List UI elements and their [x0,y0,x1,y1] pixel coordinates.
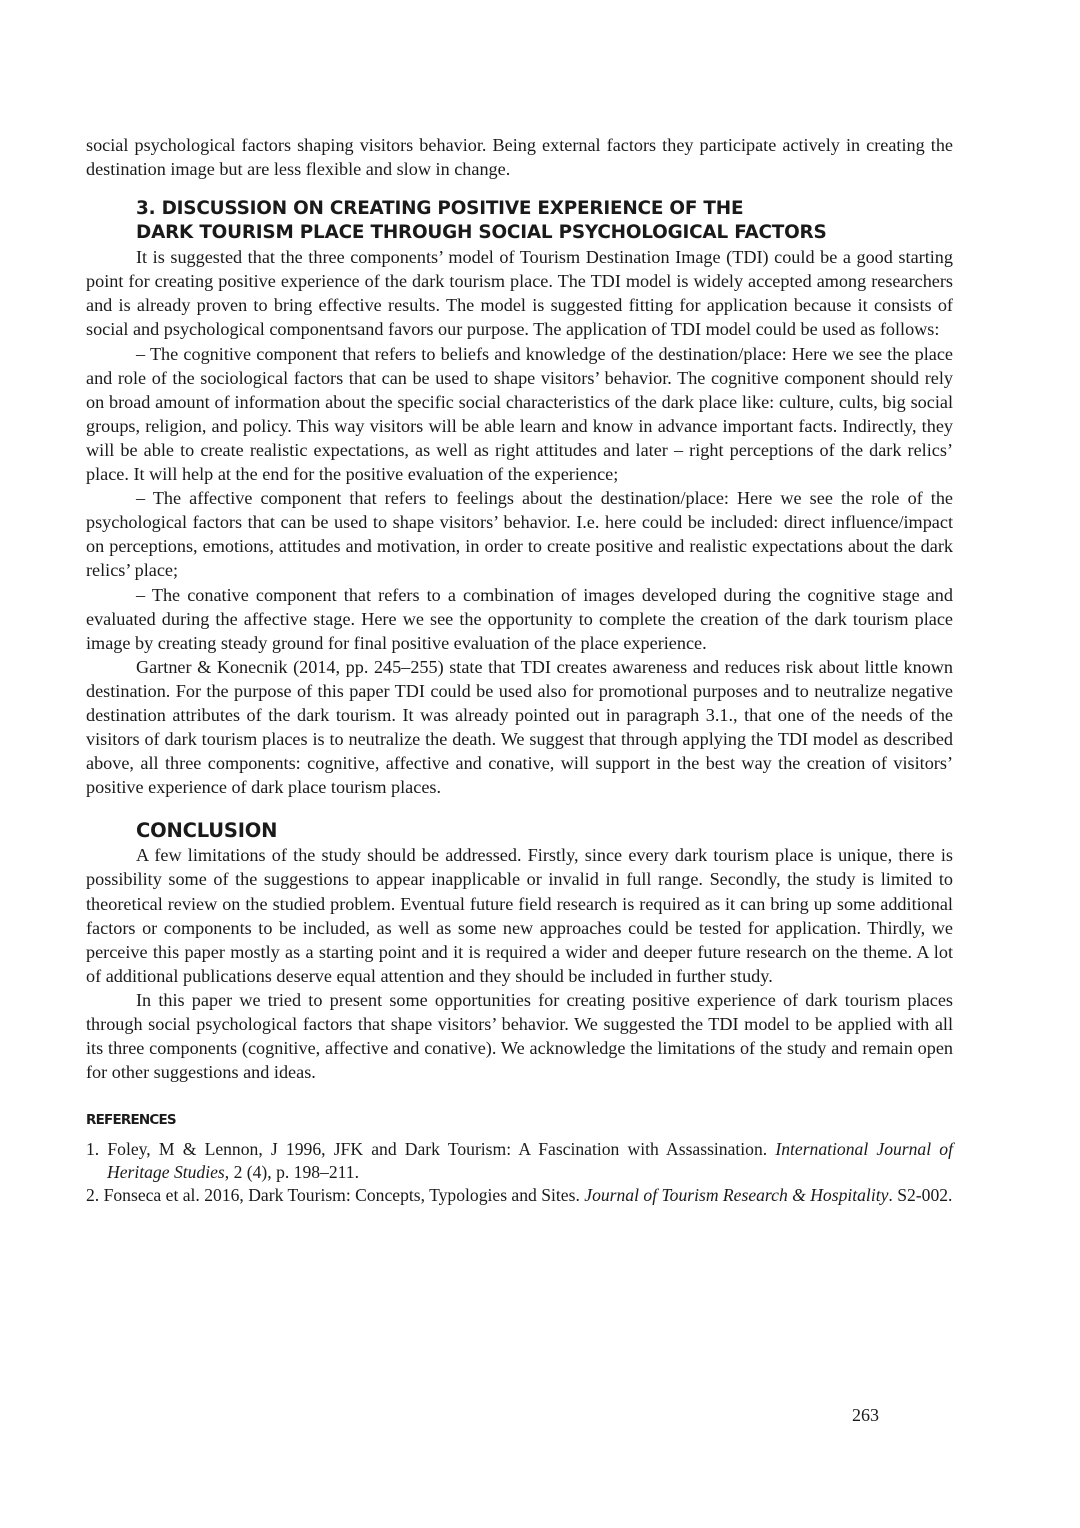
paper-page [86,133,953,1207]
section-3-heading-line-2: DARK TOURISM PLACE THROUGH SOCIAL PSYCHOLOGICAL FACTORS [136,222,827,244]
reference-2-text: 2. Fonseca et al. 2016, Dark Tourism: Concepts, Typologies and Sites. [86,1185,585,1206]
section-3-paragraph-cognitive: – The cognitive component that refers to beliefs and knowledge of the destination/place: Here we see the place and role of the sociological factors that can be used to shape visitors’ behavior. The cognitive component should rely on broad amount of information about the specific social characteristics of the dark place like: culture, cults, big social groups, religion, and policy. This way visitors will be able learn and know in advance important facts. Indirectly, they will be able to create realistic expectations, as well as right attitudes and later – right perceptions of the dark relics’ place. It will help at the end for the positive evaluation of the experience; [86,343,953,485]
section-3-paragraph-tdi-intro: It is suggested that the three components’ model of Tourism Destination Image (TDI) could be a good starting point for creating positive experience of the dark tourism place. The TDI model is widely accepted among researchers and is already proven to bring effective results. The model is suggested fitting for application because it consists of social and psychological componentsand favors our purpose. The application of TDI model could be used as follows: [86,247,953,340]
section-3-paragraph-gartner: Gartner & Konecnik (2014, pp. 245–255) state that TDI creates awareness and reduces risk about little known destination. For the purpose of this paper TDI could be used also for promotional purposes and to neutralize negative destination attributes of the dark tourism. It was already pointed out in paragraph 3.1., that one of the needs of the visitors of dark tourism places is to neutralize the death. We suggest that through applying the TDI model as described above, all three components: cognitive, affective and conative, will support in the best way the creation of visitors’ positive experience of dark place tourism places. [86,656,953,798]
page-number: 263 [852,1405,879,1425]
reference-2-details: . S2-002. [888,1185,953,1206]
reference-item [86,1184,953,1207]
references-heading: REFERENCES [86,1112,176,1129]
conclusion-paragraph-summary: In this paper we tried to present some opportunities for creating positive experience of dark tourism places through social psychological factors that shape visitors’ behavior. We suggested the TDI model to be applied with all its three components (cognitive, affective and conative). We acknowledge the limitations of the study and remain open for other suggestions and ideas. [86,989,953,1083]
reference-2-journal: Journal of Tourism Research & Hospitality [584,1185,889,1206]
reference-1-details: , 2 (4), p. 198–211. [224,1162,359,1183]
intro-paragraph: social psychological factors shaping visitors behavior. Being external factors they participate actively in creating the destination image but are less flexible and slow in change. [86,135,953,180]
section-3-heading-line-1: 3. DISCUSSION ON CREATING POSITIVE EXPERIENCE OF THE [136,198,744,220]
conclusion-heading: CONCLUSION [136,819,278,843]
section-3-paragraph-conative: – The conative component that refers to a combination of images developed during the cognitive stage and evaluated during the affective stage. Here we see the opportunity to complete the creation of the dark tourism place image by creating steady ground for final positive evaluation of the place experience. [86,584,953,653]
conclusion-paragraph-limitations: A few limitations of the study should be addressed. Firstly, since every dark tourism place is unique, there is possibility some of the suggestions to appear inapplicable or invalid in full range. Secondly, the study is limited to theoretical review on the studied problem. Eventual future field research is required as it can bring up some additional factors or components to be included, as well as some new approaches could be tested for application. Thirdly, we perceive this paper mostly as a starting point and it is required a wider and deeper future research on the theme. A lot of additional publications deserve equal attention and they should be included in further study. [86,845,953,986]
reference-1-text: 1. Foley, M & Lennon, J 1996, JFK and Dark Tourism: A Fascination with Assassination. [86,1139,776,1160]
section-3-paragraph-affective: – The affective component that refers to feelings about the destination/place: Here we see the role of the psychological factors that can be used to shape visitors’ behavior. I.e. here could be included: direct influence/impact on perceptions, emotions, attitudes and motivation, in order to create positive and realistic expectations about the dark relics’ place; [86,488,953,581]
reference-item [86,1138,953,1184]
section-3-heading [136,197,953,245]
reference-1-journal: International Journal of Heritage Studies [107,1139,953,1183]
references-list [86,1138,953,1207]
